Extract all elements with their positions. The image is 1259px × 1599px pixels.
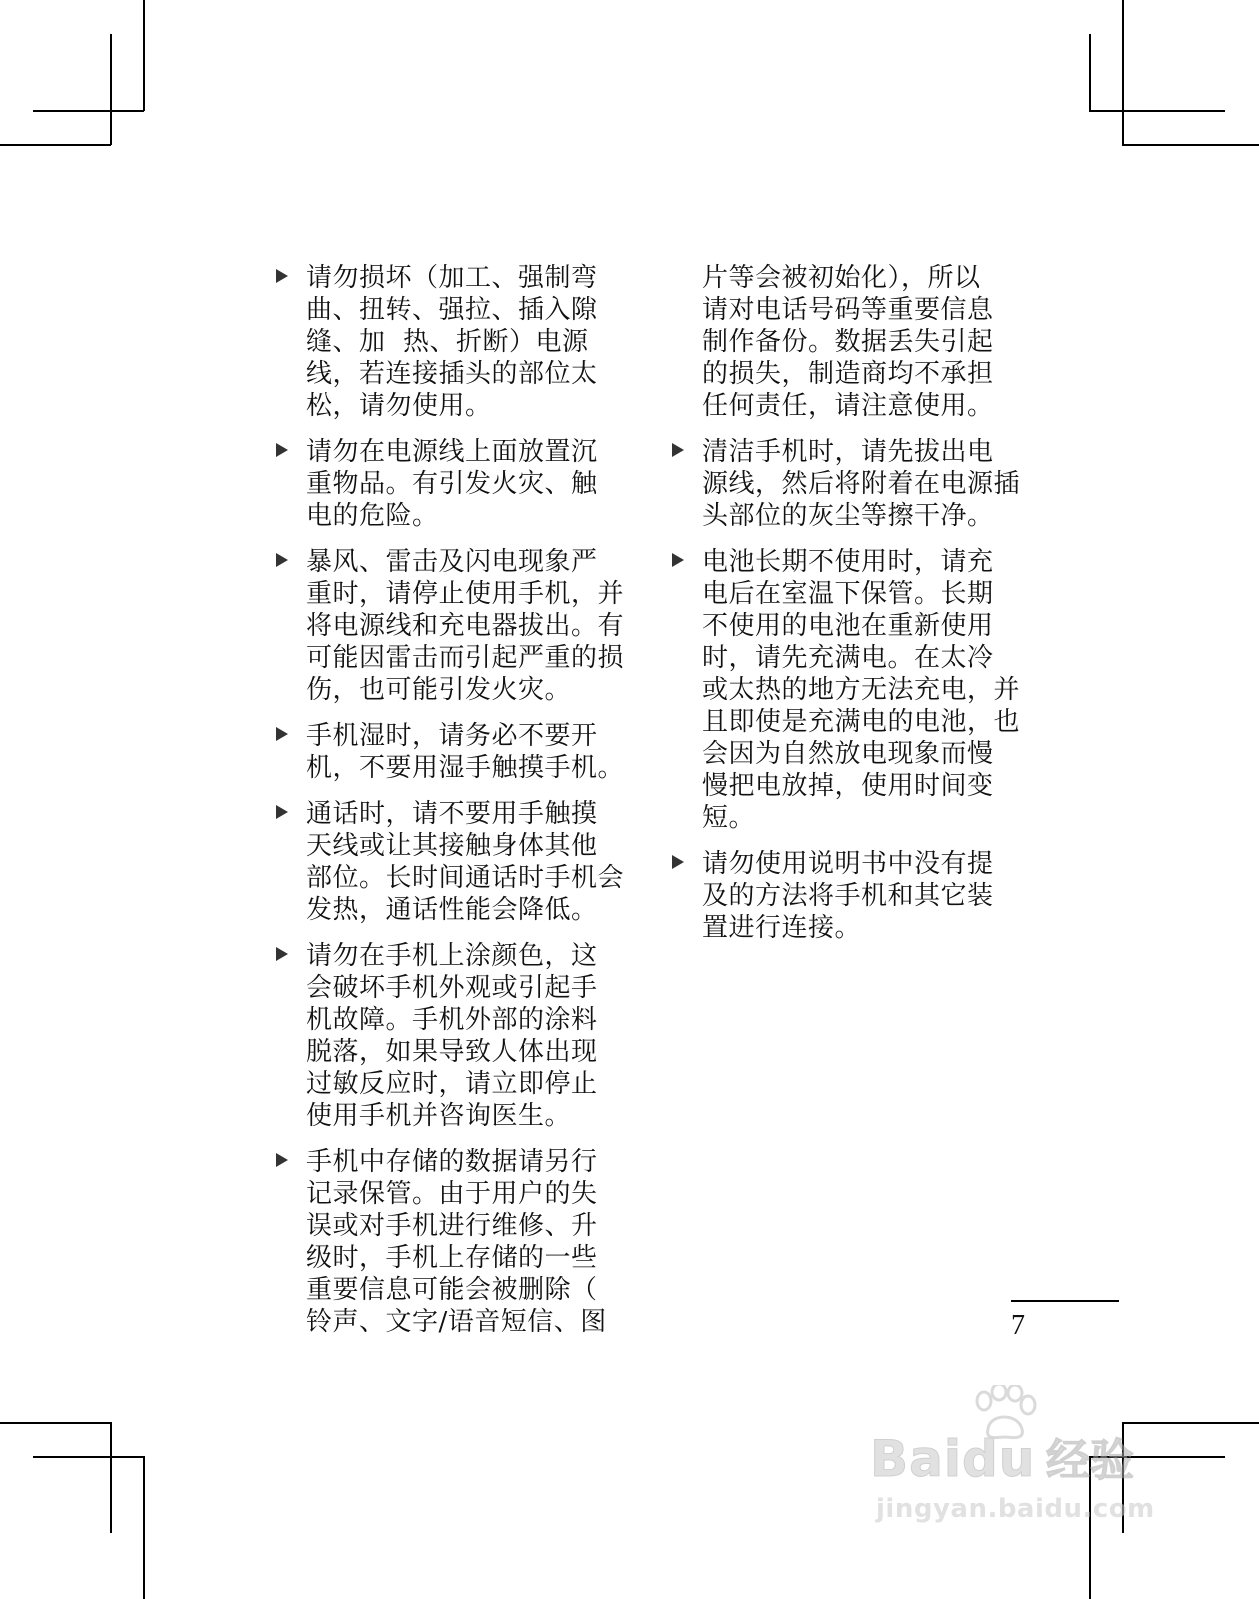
list-item: 暴风、雷击及闪电现象严 重时，请停止使用手机，并 将电源线和充电器拔出。有 可能因雷击而引起严重的损 伤，也可能引发火灾。 <box>272 546 617 706</box>
crop-mark <box>143 0 145 111</box>
triangle-bullet-icon <box>276 805 288 819</box>
watermark-brand: Baidu <box>870 1430 1036 1488</box>
crop-mark <box>0 144 111 146</box>
crop-mark <box>1122 0 1124 145</box>
triangle-bullet-icon <box>276 443 288 457</box>
triangle-bullet-icon <box>276 1153 288 1167</box>
list-item: 请勿在电源线上面放置沉 重物品。有引发火灾、触 电的危险。 <box>272 436 617 532</box>
triangle-bullet-icon <box>672 855 684 869</box>
page-number: 7 <box>1011 1310 1025 1341</box>
watermark <box>870 1385 1170 1545</box>
crop-mark <box>110 34 112 145</box>
list-item: 通话时，请不要用手触摸 天线或让其接触身体其他 部位。长时间通话时手机会 发热，通话性能会降低。 <box>272 798 617 926</box>
crop-mark <box>110 1422 112 1533</box>
crop-mark <box>0 1422 111 1424</box>
crop-mark <box>1089 110 1225 112</box>
triangle-bullet-icon <box>276 269 288 283</box>
page-number-rule <box>1011 1300 1119 1302</box>
triangle-bullet-icon <box>672 443 684 457</box>
triangle-bullet-icon <box>672 553 684 567</box>
list-item: 请勿损坏（加工、强制弯 曲、扭转、强拉、插入隙 缝、加 热、折断）电源 线，若连接插头的部位太 松，请勿使用。 <box>272 262 617 422</box>
triangle-bullet-icon <box>276 727 288 741</box>
list-item: 手机中存储的数据请另行 记录保管。由于用户的失 误或对手机进行维修、升 级时，手机上存储的一些 重要信息可能会被删除（ 铃声、文字/语音短信、图 <box>272 1146 617 1338</box>
list-item: 请勿使用说明书中没有提 及的方法将手机和其它装 置进行连接。 <box>668 848 1018 944</box>
crop-mark <box>1089 34 1091 111</box>
list-item: 手机湿时，请务必不要开 机，不要用湿手触摸手机。 <box>272 720 617 784</box>
triangle-bullet-icon <box>276 947 288 961</box>
crop-mark <box>33 1456 144 1458</box>
watermark-url: jingyan.baidu.com <box>876 1494 1155 1524</box>
list-item: 清洁手机时，请先拔出电 源线，然后将附着在电源插 头部位的灰尘等擦干净。 <box>668 436 1018 532</box>
triangle-bullet-icon <box>276 553 288 567</box>
crop-mark <box>33 110 144 112</box>
list-item: 请勿在手机上涂颜色，这 会破坏手机外观或引起手 机故障。手机外部的涂料 脱落，如果导致人体出现 过敏反应时，请立即停止 使用手机并咨询医生。 <box>272 940 617 1132</box>
left-column <box>272 262 625 1352</box>
crop-mark <box>143 1456 145 1599</box>
list-item-continuation: 片等会被初始化），所以 请对电话号码等重要信息 制作备份。数据丢失引起 的损失，制造商均不承担 任何责任，请注意使用。 <box>702 263 994 421</box>
crop-mark <box>1122 144 1259 146</box>
list-item: 电池长期不使用时，请充 电后在室温下保管。长期 不使用的电池在重新使用 时，请先充满电。在太冷 或太热的地方无法充电，并 且即使是充满电的电池，也 会因为自然放电现象而慢 慢把电放掉，使用时间变 短。 <box>668 546 1018 834</box>
right-column <box>668 262 1021 958</box>
watermark-brand-cn: 经验 <box>1046 1435 1134 1486</box>
